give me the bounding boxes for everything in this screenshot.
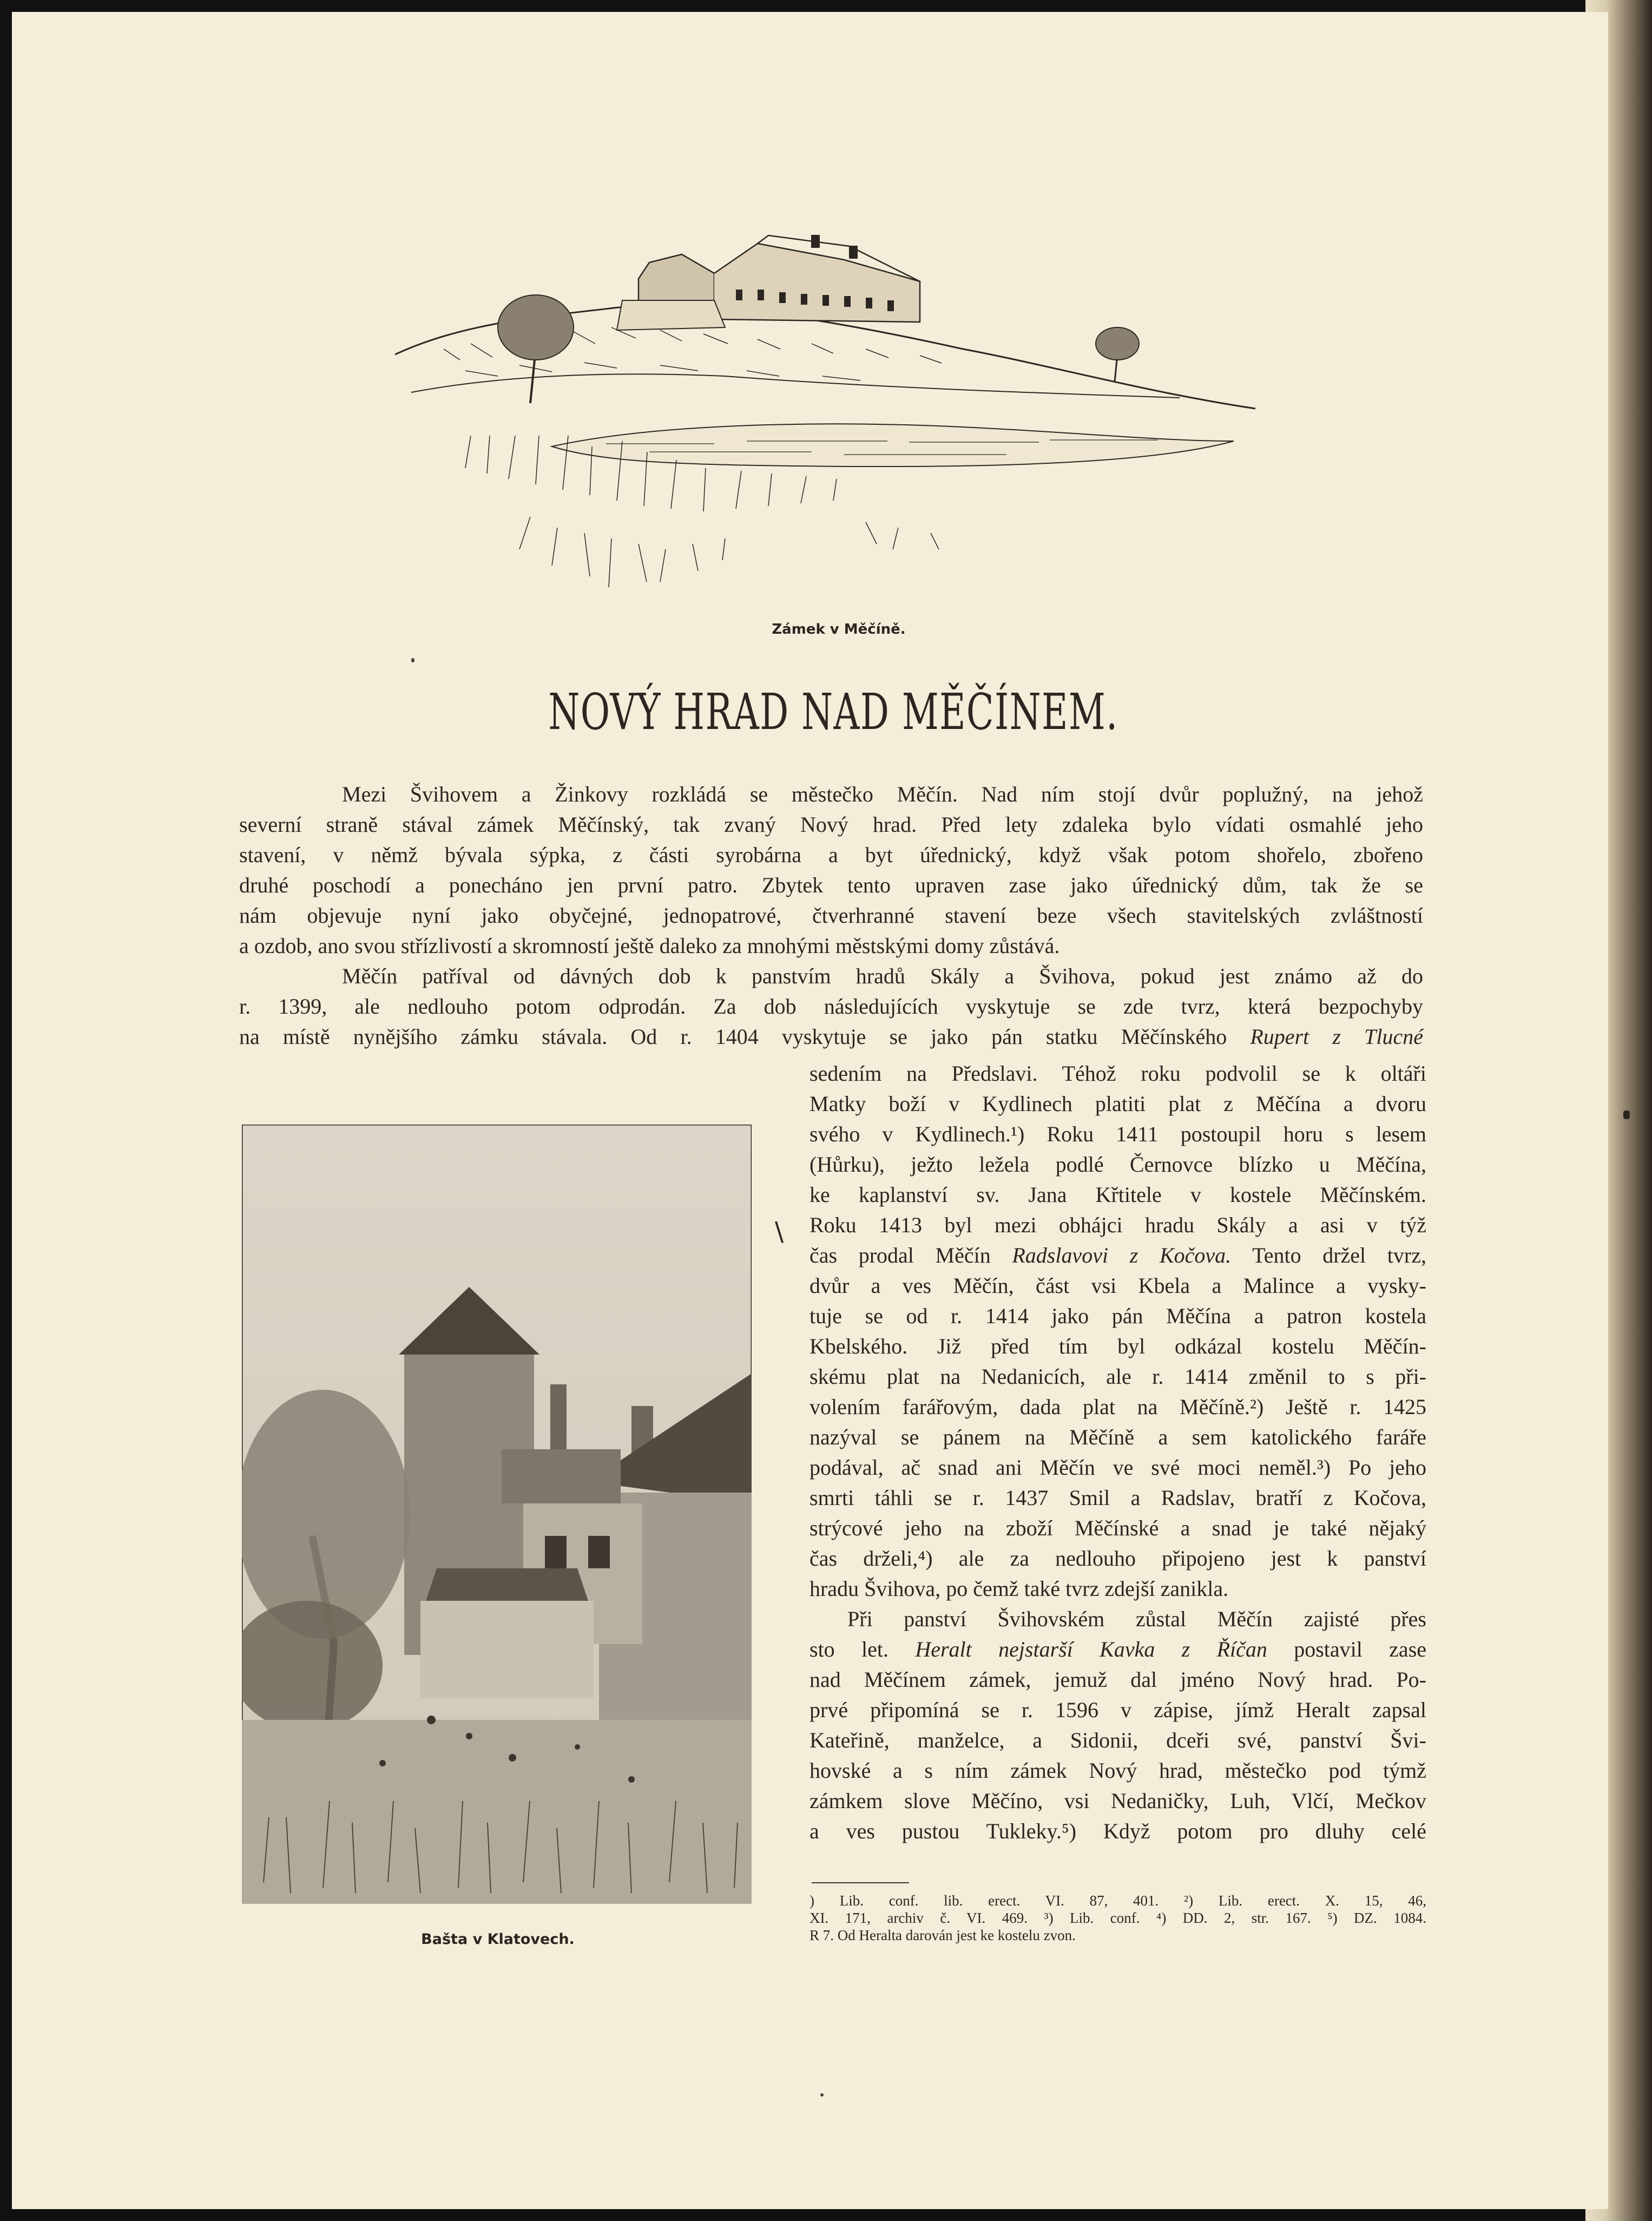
bottom-image-caption: Bašta v Klatovech. [421,1931,575,1948]
text-line: sedením na Předslavi. Téhož roku podvolil se k oltáři [809,1061,1426,1086]
italic-name: Radslavovi z Kočova. [1012,1243,1232,1267]
text-line: severní straně stával zámek Měčínský, tak zvaný Nový hrad. Před lety zdaleka bylo vídati osmahlé jeho [239,812,1423,837]
italic-name: Heralt nejstarší Kavka z Říčan [915,1637,1267,1661]
text-line: tuje se od r. 1414 jako pán Měčína a patron kostela [809,1304,1426,1328]
text-line: r. 1399, ale nedlouho potom odprodán. Za dob následujících vyskytuje se zde tvrz, která bezpochyby [239,994,1423,1018]
intro-paragraphs [239,779,1423,1052]
text-line: Roku 1413 byl mezi obhájci hradu Skály a asi v týž [809,1213,1426,1237]
text-line: a ves pustou Tukleky.⁵) Když potom pro dluhy celé [809,1819,1426,1843]
text-line-part: Tento držel tvrz, [1252,1243,1426,1267]
text-line: (Hůrku), ježto ležela podlé Černovce blízko u Měčína, [809,1152,1426,1177]
text-line: druhé poschodí a ponecháno jen první patro. Zbytek tento upraven zase jako úřednický dům, tak že se [239,873,1423,897]
text-line: nazýval se pánem na Měčíně a sem katolického faráře [809,1425,1426,1449]
text-line: Měčín patříval od dávných dob k panstvím hradů Skály a Švihova, pokud jest známo až do [342,964,1423,988]
text-line-part: sto let. [809,1637,888,1661]
text-line: nám objevuje nyní jako obyčejné, jednopatrové, čtverhranné stavení beze všech stavitelských zvláštností [239,903,1423,928]
text-line: ke kaplanství sv. Jana Křtitele v kostele Měčínském. [809,1182,1426,1207]
text-line: dvůr a ves Měčín, část vsi Kbela a Malince a vysky- [809,1273,1426,1298]
text-line: smrti táhli se r. 1437 Smil a Radslav, bratří z Kočova, [809,1486,1426,1510]
text-line: hradu Švihova, po čemž také tvrz zdejší zanikla. [809,1576,1229,1601]
text-line: Kateřině, manželce, a Sidonii, dceři své, panství Švi- [809,1728,1426,1752]
text-line: podával, ač snad ani Měčín ve své moci neměl.³) Po jeho [809,1455,1426,1480]
footnote-line: R 7. Od Heralta darován jest ke kostelu zvon. [809,1927,1076,1943]
text-line: nad Měčínem zámek, jemuž dal jméno Nový hrad. Po- [809,1667,1426,1692]
ink-speck [411,658,414,662]
ink-speck [1623,1110,1630,1119]
text-line: Mezi Švihovem a Žinkovy rozkládá se městečko Měčín. Nad ním stojí dvůr poplužný, na jehož [342,782,1423,806]
text-line: čas drželi,⁴) ale za nedlouho připojeno jest k panství [809,1546,1426,1571]
castle-engraving-illustration [379,214,1277,614]
text-line: a ozdob, ano svou střízlivostí a skromností ještě daleko za mnohými městskými domy zůstává. [239,934,1060,958]
text-line: skému plat na Nedanicích, ale r. 1414 změnil to s při- [809,1364,1426,1389]
text-line: Při panství Švihovském zůstal Měčín zajisté přes [847,1607,1426,1631]
text-line-part: postavil zase [1294,1637,1427,1661]
margin-mark: \ [775,1217,784,1247]
text-line: Kbelského. Již před tím byl odkázal kostelu Měčín- [809,1334,1426,1358]
text-line: zámkem slove Měčíno, vsi Nedaničky, Luh, Vlčí, Mečkov [809,1789,1426,1813]
text-line: svého v Kydlinech.¹) Roku 1411 postoupil horu s lesem [809,1122,1426,1146]
text-line [239,1022,1423,1052]
text-line-part: na místě nynějšího zámku stávala. Od r. 1404 vyskytuje se jako pán statku Měčínského [239,1024,1227,1049]
footnote-rule [812,1882,909,1883]
tower-photo-illustration [242,1125,752,1904]
ink-speck [820,2093,824,2097]
top-image-caption: Zámek v Měčíně. [772,621,906,638]
text-line [809,1634,1426,1665]
text-line: volením farářovým, dada plat na Měčíně.²) Ještě r. 1425 [809,1395,1426,1419]
page-title: NOVÝ HRAD NAD MĚČÍNEM. [548,683,1118,741]
footnote-line: XI. 171, archiv č. VI. 469. ³) Lib. conf. ⁴) DD. 2, str. 167. ⁵) DZ. 1084. [809,1910,1426,1926]
footnote-line: ) Lib. conf. lib. erect. VI. 87, 401. ²) Lib. erect. X. 15, 46, [809,1893,1426,1909]
text-line: Matky boží v Kydlinech platiti plat z Měčína a dvoru [809,1092,1426,1116]
text-line: prvé připomíná se r. 1596 v zápise, jímž Heralt zapsal [809,1698,1426,1722]
footnotes [809,1892,1426,1944]
text-line: hovské a s ním zámek Nový hrad, městečko pod týmž [809,1758,1426,1783]
italic-name: Rupert z Tlucné [1250,1024,1423,1049]
text-line: stavení, v němž bývala sýpka, z části syrobárna a byt úřednický, když však potom shořelo, zbořeno [239,843,1423,867]
text-line [809,1240,1426,1271]
text-line-part: čas prodal Měčín [809,1243,991,1267]
right-column-text [809,1059,1426,1847]
text-line: strýcové jeho na zboží Měčínské a snad je také nějaký [809,1516,1426,1540]
